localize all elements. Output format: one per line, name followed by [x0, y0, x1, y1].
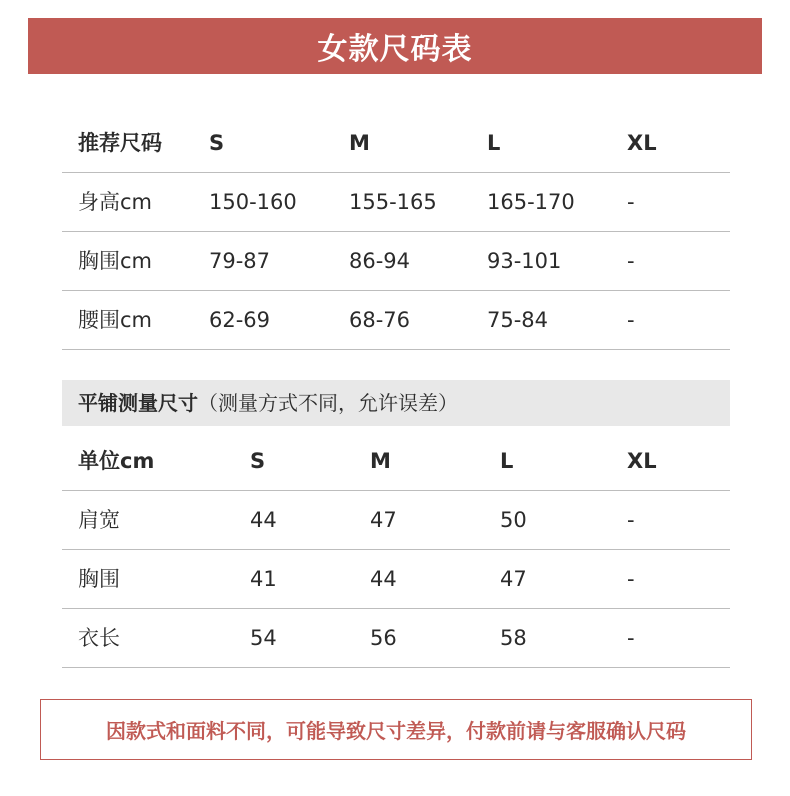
- size-notice-box: [40, 699, 752, 760]
- table-cell: 47: [370, 508, 397, 532]
- row-label: 胸围: [78, 567, 120, 591]
- table-cell: 47: [500, 567, 527, 591]
- table-cell: 150-160: [209, 190, 297, 214]
- table-cell: 155-165: [349, 190, 437, 214]
- table-cell: -: [627, 626, 635, 650]
- table-cell: 75-84: [487, 308, 549, 332]
- header-cell-m: M: [370, 449, 391, 473]
- flat-size-table: [62, 432, 730, 668]
- page-title: 女款尺码表: [317, 32, 473, 67]
- table-cell: 79-87: [209, 249, 271, 273]
- table-cell: -: [627, 567, 635, 591]
- table-cell: 62-69: [209, 308, 271, 332]
- row-label: 肩宽: [78, 508, 120, 532]
- flat-measure-heading: [62, 380, 730, 426]
- flat-measure-title-text: 平铺测量尺寸: [78, 391, 198, 415]
- table-row: [62, 232, 730, 291]
- flat-measure-title: [78, 380, 458, 426]
- table-row: [62, 609, 730, 668]
- row-label: 衣长: [78, 626, 120, 650]
- table-cell: 50: [500, 508, 527, 532]
- table-cell: 93-101: [487, 249, 562, 273]
- table-cell: 41: [250, 567, 277, 591]
- flat-measure-note: （测量方式不同，允许误差）: [198, 391, 458, 415]
- table-cell: -: [627, 308, 635, 332]
- header-cell-m: M: [349, 131, 370, 155]
- header-cell-label: 单位cm: [78, 449, 155, 473]
- header-cell-l: L: [500, 449, 514, 473]
- header-cell-s: S: [209, 131, 225, 155]
- table-header-row: [62, 432, 730, 491]
- table-row: [62, 491, 730, 550]
- title-banner: [28, 18, 762, 74]
- table-cell: -: [627, 508, 635, 532]
- table-cell: 44: [250, 508, 277, 532]
- table-cell: 68-76: [349, 308, 411, 332]
- table-cell: 86-94: [349, 249, 411, 273]
- header-cell-xl: XL: [627, 449, 657, 473]
- table-cell: 54: [250, 626, 277, 650]
- table-cell: 56: [370, 626, 397, 650]
- table-cell: 165-170: [487, 190, 575, 214]
- header-cell-label: 推荐尺码: [78, 131, 162, 155]
- header-cell-s: S: [250, 449, 266, 473]
- table-row: [62, 550, 730, 609]
- row-label: 胸围cm: [78, 249, 153, 273]
- table-cell: 44: [370, 567, 397, 591]
- table-cell: -: [627, 249, 635, 273]
- table-header-row: [62, 114, 730, 173]
- table-row: [62, 173, 730, 232]
- table-cell: -: [627, 190, 635, 214]
- body-size-table: [62, 114, 730, 350]
- table-cell: 58: [500, 626, 527, 650]
- size-notice-text: 因款式和面料不同，可能导致尺寸差异，付款前请与客服确认尺码: [106, 719, 686, 743]
- row-label: 身高cm: [78, 190, 153, 214]
- row-label: 腰围cm: [78, 308, 153, 332]
- header-cell-l: L: [487, 131, 501, 155]
- table-row: [62, 291, 730, 350]
- header-cell-xl: XL: [627, 131, 657, 155]
